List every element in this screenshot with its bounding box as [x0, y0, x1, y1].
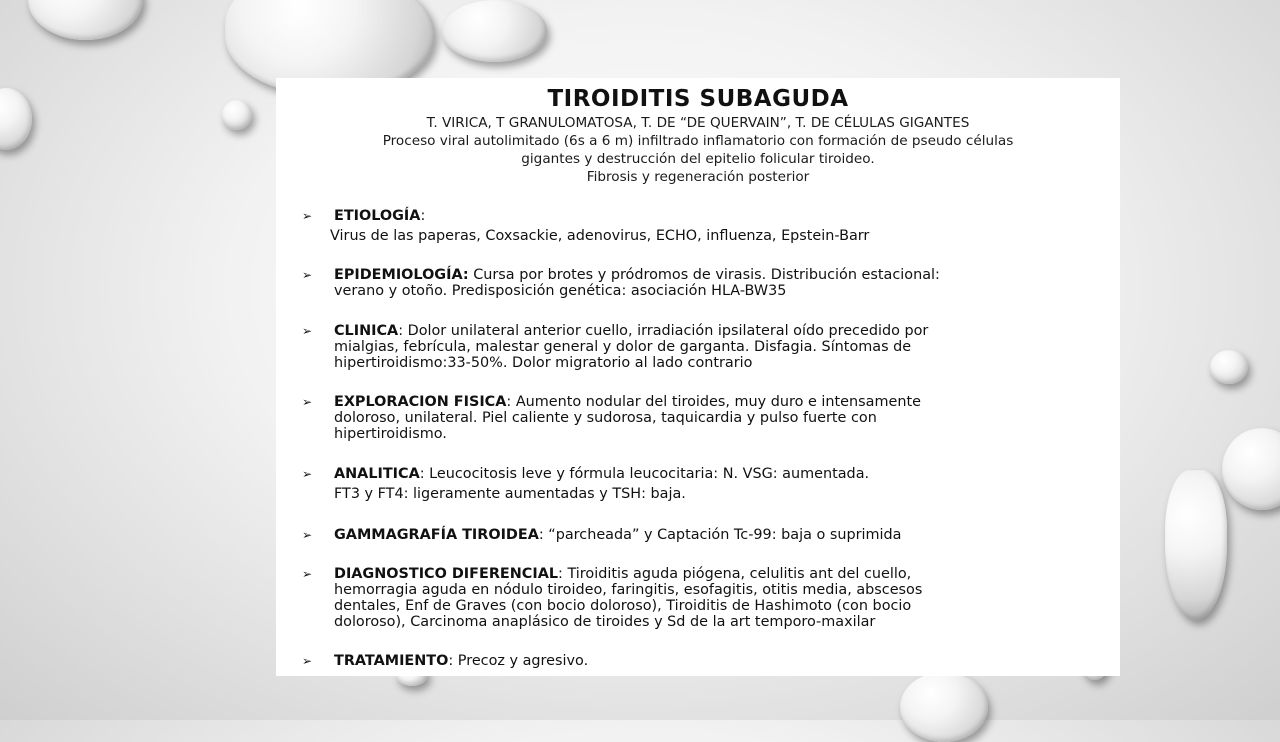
intro-line: T. VIRICA, T GRANULOMATOSA, T. DE “DE QUERVAIN”, T. DE CÉLULAS GIGANTES: [426, 115, 970, 131]
intro-line: Fibrosis y regeneración posterior: [586, 169, 810, 185]
item-label: ETIOLOGÍA: [334, 208, 421, 224]
item-text: hipertiroidismo.: [334, 426, 447, 442]
water-drop-decoration: [1165, 470, 1227, 620]
list-item: ➢ CLINICA: Dolor unilateral anterior cuello, irradiación ipsilateral oído precedido por mialgias, febrícula, malestar general y dolor de garganta. Disfagia. Síntomas de hipertiroidismo:33-50%. Dolor migratorio al lado contrario: [334, 323, 1104, 371]
intro-line: Proceso viral autolimitado (6s a 6 m) infiltrado inflamatorio con formación de pseudo células: [382, 133, 1014, 149]
water-drop-decoration: [1210, 350, 1248, 384]
arrow-bullet-icon: ➢: [302, 528, 313, 542]
list-item: ➢ TRATAMIENTO: Precoz y agresivo.: [302, 653, 589, 669]
item-label: TRATAMIENTO: [334, 653, 449, 669]
item-label: EXPLORACION FISICA: [334, 394, 507, 410]
arrow-bullet-icon: ➢: [302, 324, 313, 338]
arrow-bullet-icon: ➢: [302, 209, 313, 223]
water-drop-decoration: [900, 672, 988, 742]
list-item: ➢ DIAGNOSTICO DIFERENCIAL: Tiroiditis aguda piógena, celulitis ant del cuello, hemorragia aguda en nódulo tiroideo, faringitis, esofagitis, otitis media, abscesos dentales, Enf de Graves (con bocio doloroso), Tiroiditis de Hashimoto (con bocio doloroso), Carcinoma anaplásico de tiroides y Sd de la art temporo-maxilar: [334, 566, 1104, 630]
list-item: ➢ ETIOLOGÍA: Virus de las paperas, Coxsackie, adenovirus, ECHO, influenza, Epstein-Barr: [334, 208, 1104, 244]
water-drop-decoration: [1222, 428, 1280, 510]
item-label: DIAGNOSTICO DIFERENCIAL: [334, 566, 559, 582]
item-label: EPIDEMIOLOGÍA:: [334, 267, 469, 283]
water-drop-decoration: [222, 100, 252, 130]
list-item: ➢ ANALITICA: Leucocitosis leve y fórmula leucocitaria: N. VSG: aumentada. FT3 y FT4: ligeramente aumentadas y TSH: baja.: [334, 466, 1104, 502]
intro-line: gigantes y destrucción del epitelio folicular tiroideo.: [521, 151, 875, 167]
arrow-bullet-icon: ➢: [302, 567, 313, 581]
intro-block: [276, 114, 1120, 186]
item-text: Virus de las paperas, Coxsackie, adenovirus, ECHO, influenza, Epstein-Barr: [330, 228, 870, 244]
item-label: CLINICA: [334, 323, 399, 339]
list-item: ➢ GAMMAGRAFÍA TIROIDEA: “parcheada” y Captación Tc-99: baja o suprimida: [302, 527, 902, 543]
item-text: FT3 y FT4: ligeramente aumentadas y TSH: baja.: [334, 486, 686, 502]
water-drop-decoration: [442, 0, 547, 62]
item-label: GAMMAGRAFÍA TIROIDEA: [334, 527, 539, 543]
list-item: ➢ EXPLORACION FISICA: Aumento nodular del tiroides, muy duro e intensamente doloroso, unilateral. Piel caliente y sudorosa, taquicardia y pulso fuerte con hipertiroidismo.: [334, 394, 1104, 442]
arrow-bullet-icon: ➢: [302, 395, 313, 409]
slide-title: TIROIDITIS SUBAGUDA: [547, 86, 849, 112]
arrow-bullet-icon: ➢: [302, 654, 313, 668]
item-text: verano y otoño. Predisposición genética: asociación HLA-BW35: [334, 283, 787, 299]
item-text: doloroso), Carcinoma anaplásico de tiroides y Sd de la art temporo-maxilar: [334, 614, 876, 630]
item-text: dentales, Enf de Graves (con bocio doloroso), Tiroiditis de Hashimoto (con bocio: [334, 598, 912, 614]
slide-content: [276, 78, 1120, 676]
item-text: doloroso, unilateral. Piel caliente y sudorosa, taquicardia y pulso fuerte con: [334, 410, 877, 426]
item-text: hipertiroidismo:33-50%. Dolor migratorio al lado contrario: [334, 355, 753, 371]
arrow-bullet-icon: ➢: [302, 467, 313, 481]
list-item: ➢ EPIDEMIOLOGÍA: Cursa por brotes y pródromos de virasis. Distribución estacional: verano y otoño. Predisposición genética: asociación HLA-BW35: [334, 267, 1104, 299]
item-text: mialgias, febrícula, malestar general y dolor de garganta. Disfagia. Síntomas de: [334, 339, 912, 355]
item-text: hemorragia aguda en nódulo tiroideo, faringitis, esofagitis, otitis media, abscesos: [334, 582, 923, 598]
arrow-bullet-icon: ➢: [302, 268, 313, 282]
item-label: ANALITICA: [334, 466, 420, 482]
water-drop-decoration: [28, 0, 143, 40]
water-drop-decoration: [0, 88, 32, 150]
